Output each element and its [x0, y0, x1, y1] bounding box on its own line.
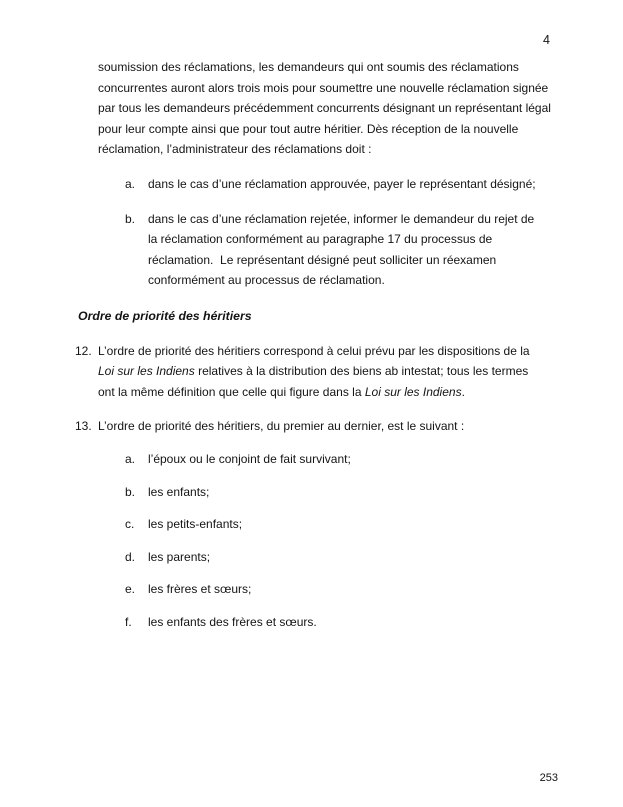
list-marker: b.	[125, 484, 136, 499]
law-title-italic: Loi sur les Indiens	[364, 384, 462, 399]
text-line: les enfants;	[148, 484, 210, 499]
item-number: 13.	[75, 419, 92, 434]
text-line: pour leur compte ainsi que pour tout autre héritier. Dès réception de la nouvelle	[98, 121, 519, 136]
text-line: les enfants des frères et sœurs.	[148, 614, 317, 629]
list-marker: b.	[125, 211, 136, 226]
numbered-item-body	[98, 341, 577, 403]
list-marker: a.	[125, 451, 136, 466]
list-item-d2	[75, 547, 577, 568]
list-item-body	[148, 482, 577, 503]
item-number: 12.	[75, 343, 92, 358]
page-number-bottom: 253	[539, 772, 558, 784]
page-content	[75, 57, 577, 632]
text-line: dans le cas d’une réclamation approuvée, payer le représentant désigné;	[148, 176, 536, 191]
section-heading: Ordre de priorité des héritiers	[78, 308, 252, 323]
text-line: réclamation, l’administrateur des réclamations doit :	[98, 142, 372, 157]
text-line: par tous les demandeurs précédemment concurrents désignant un représentant légal	[98, 101, 551, 116]
numbered-item-13	[75, 416, 577, 437]
text-line: réclamation. Le représentant désigné peut solliciter un réexamen	[148, 252, 497, 267]
text-line: concurrentes auront alors trois mois pour soumettre une nouvelle réclamation signée	[98, 80, 549, 95]
text-line: les parents;	[148, 549, 211, 564]
text-line	[98, 382, 577, 403]
text-segment: ont la même définition que celle qui figure dans la	[98, 384, 365, 399]
list-marker: e.	[125, 582, 136, 597]
text-line: L’ordre de priorité des héritiers, du premier au dernier, est le suivant :	[98, 419, 465, 434]
list-item-body	[148, 612, 577, 633]
list-item-e2	[75, 579, 577, 600]
text-line: L’ordre de priorité des héritiers correspond à celui prévu par les dispositions de la	[98, 343, 530, 358]
list-item-f2	[75, 612, 577, 633]
law-title-italic: Loi sur les Indiens	[98, 364, 195, 379]
list-item-body	[148, 579, 577, 600]
text-segment: .	[461, 384, 465, 399]
list-marker: d.	[125, 549, 136, 564]
list-item-a2	[75, 449, 577, 470]
list-item-b2	[75, 482, 577, 503]
list-item-c2	[75, 514, 577, 535]
text-line: les frères et sœurs;	[148, 582, 252, 597]
text-line: dans le cas d’une réclamation rejetée, informer le demandeur du rejet de	[148, 211, 535, 226]
list-item-body	[148, 209, 577, 291]
paragraph-continuation	[98, 57, 577, 160]
list-marker: f.	[125, 614, 132, 629]
numbered-item-body	[98, 416, 577, 437]
text-line	[98, 361, 577, 382]
list-item-b	[75, 209, 577, 291]
list-item-body	[148, 174, 577, 195]
text-line: soumission des réclamations, les demandeurs qui ont soumis des réclamations	[98, 60, 519, 74]
numbered-item-12	[75, 341, 577, 403]
text-line: l’époux ou le conjoint de fait survivant;	[148, 451, 351, 466]
page-number-top: 4	[543, 33, 550, 47]
text-line: les petits-enfants;	[148, 517, 243, 532]
text-line: conformément au processus de réclamation.	[148, 273, 385, 288]
list-item-body	[148, 449, 577, 470]
list-item-body	[148, 547, 577, 568]
list-item-body	[148, 514, 577, 535]
list-item-a	[75, 174, 577, 195]
text-segment: relatives à la distribution des biens ab intestat; tous les termes	[194, 364, 529, 379]
text-line: la réclamation conformément au paragraphe 17 du processus de	[148, 232, 493, 247]
list-marker: c.	[125, 517, 135, 532]
list-marker: a.	[125, 176, 136, 191]
